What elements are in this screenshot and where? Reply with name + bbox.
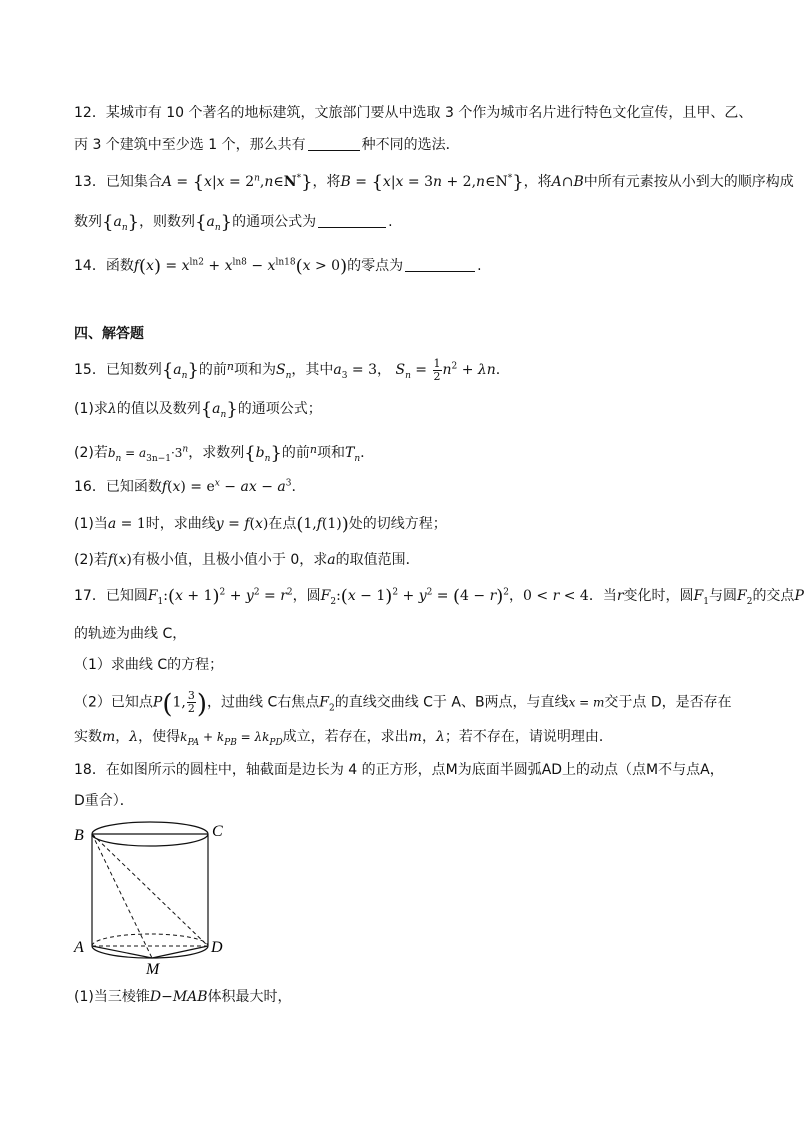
segment-BD [92, 834, 208, 946]
q18-part1: (1)当三棱锥D−MAB体积最大时， [74, 989, 292, 1005]
q17-line-last: 实数m，λ，使得$k_{PA} + k_{PB} = \lambda k_{PD}$成立，若存在，求出m，λ；若不存在，请说明理由． [74, 729, 613, 748]
q13-set-A: A [161, 174, 172, 190]
q13-set-B: B [340, 174, 351, 190]
q13-lead: 13．已知集合 [74, 174, 162, 190]
q17-line2: 的轨迹为曲线 C， [74, 626, 187, 642]
q17-line1: 17．已知圆$F_1:(x + 1)^2 + y^2 = r^2$，圆$F_2:(x - 1)^2 + y^2 = (4 - r)^2$，0 < r < 4．当r变化时，圆$F_1$与圆$F_2$的交点P [74, 586, 804, 607]
q16-part1: (1)当a = 1时，求曲线y = f(x)在点(1,f(1))处的切线方程； [74, 514, 447, 535]
q12-text-end: 种不同的选法． [361, 137, 460, 153]
q14-line: 14．函数$f(x) = x^{ln2} + x^{ln8} - x^{ln18}(x > 0)$的零点为 . [74, 256, 482, 277]
q12-line2 [74, 135, 460, 155]
q18-line1: 18．在如图所示的圆柱中，轴截面是边长为 4 的正方形，点M为底面半圆弧AD上的动点（点M不与点A， [74, 762, 724, 778]
q12-line1: 12．某城市有 10 个著名的地标建筑，文旅部门要从中选取 3 个作为城市名片进行特色文化宣传，且甲、乙、 [74, 105, 753, 121]
label-B: B [74, 827, 84, 844]
q13-line2: 数列$\{a_n\}$，则数列$\{a_n\}$的通项公式为 . [74, 212, 393, 233]
q15-part2: (2)若$b_n = a_{3n-1}\cdot 3^n$，求数列$\{b_n\}$的前$^n$项和$T_n$. [74, 443, 365, 464]
section-heading: 四、解答题 [74, 326, 144, 342]
q16-line1: 16．已知函数$f(x) = e^x$ − ax − $a^3$. [74, 478, 296, 495]
q15-part1: (1)求λ的值以及数列$\{a_n\}$的通项公式； [74, 399, 322, 420]
q13-answer-blank [318, 213, 386, 228]
bottom-ellipse-front [92, 946, 208, 958]
cylinder-figure [70, 818, 230, 983]
label-D: D [211, 939, 223, 956]
q12-text: 丙 3 个建筑中至少选 1 个，那么共有 [74, 137, 306, 153]
q15-line1: 15．已知数列$\{a_n\}$的前$^n$项和为$S_n$，其中$a_3 = 3$， $S_n$ = $\frac{1}{2}$ $n^2 + \lambda n$. [74, 356, 501, 383]
label-M: M [146, 961, 160, 978]
q13-intersection: A [551, 174, 562, 190]
q18-line2: D重合）． [74, 793, 134, 809]
q17-part1: （1）求曲线 C的方程； [74, 657, 224, 673]
q17-part2: （2）已知点P(1, $\frac{3}{2}$ )，过曲线 C右焦点$F_2$的直线交曲线 C于 A、B两点，与直线x = m交于点 D，是否存在 [74, 689, 732, 720]
label-C: C [212, 823, 223, 840]
q12-answer-blank [308, 136, 360, 151]
q13-line1: 13．已知集合$A = \{x|x = 2^n,n\in N^*\}$，将B = {x|x = 3n + 2,n∈N*}，将A∩B中所有元素按从小到大的顺序构成 [74, 172, 794, 193]
bottom-ellipse-back [92, 934, 208, 946]
segment-BM [92, 834, 152, 958]
label-A: A [74, 939, 84, 956]
q16-part2: (2)若f(x)有极小值，且极小值小于 0，求a的取值范围． [74, 552, 420, 568]
q14-answer-blank [405, 257, 475, 272]
